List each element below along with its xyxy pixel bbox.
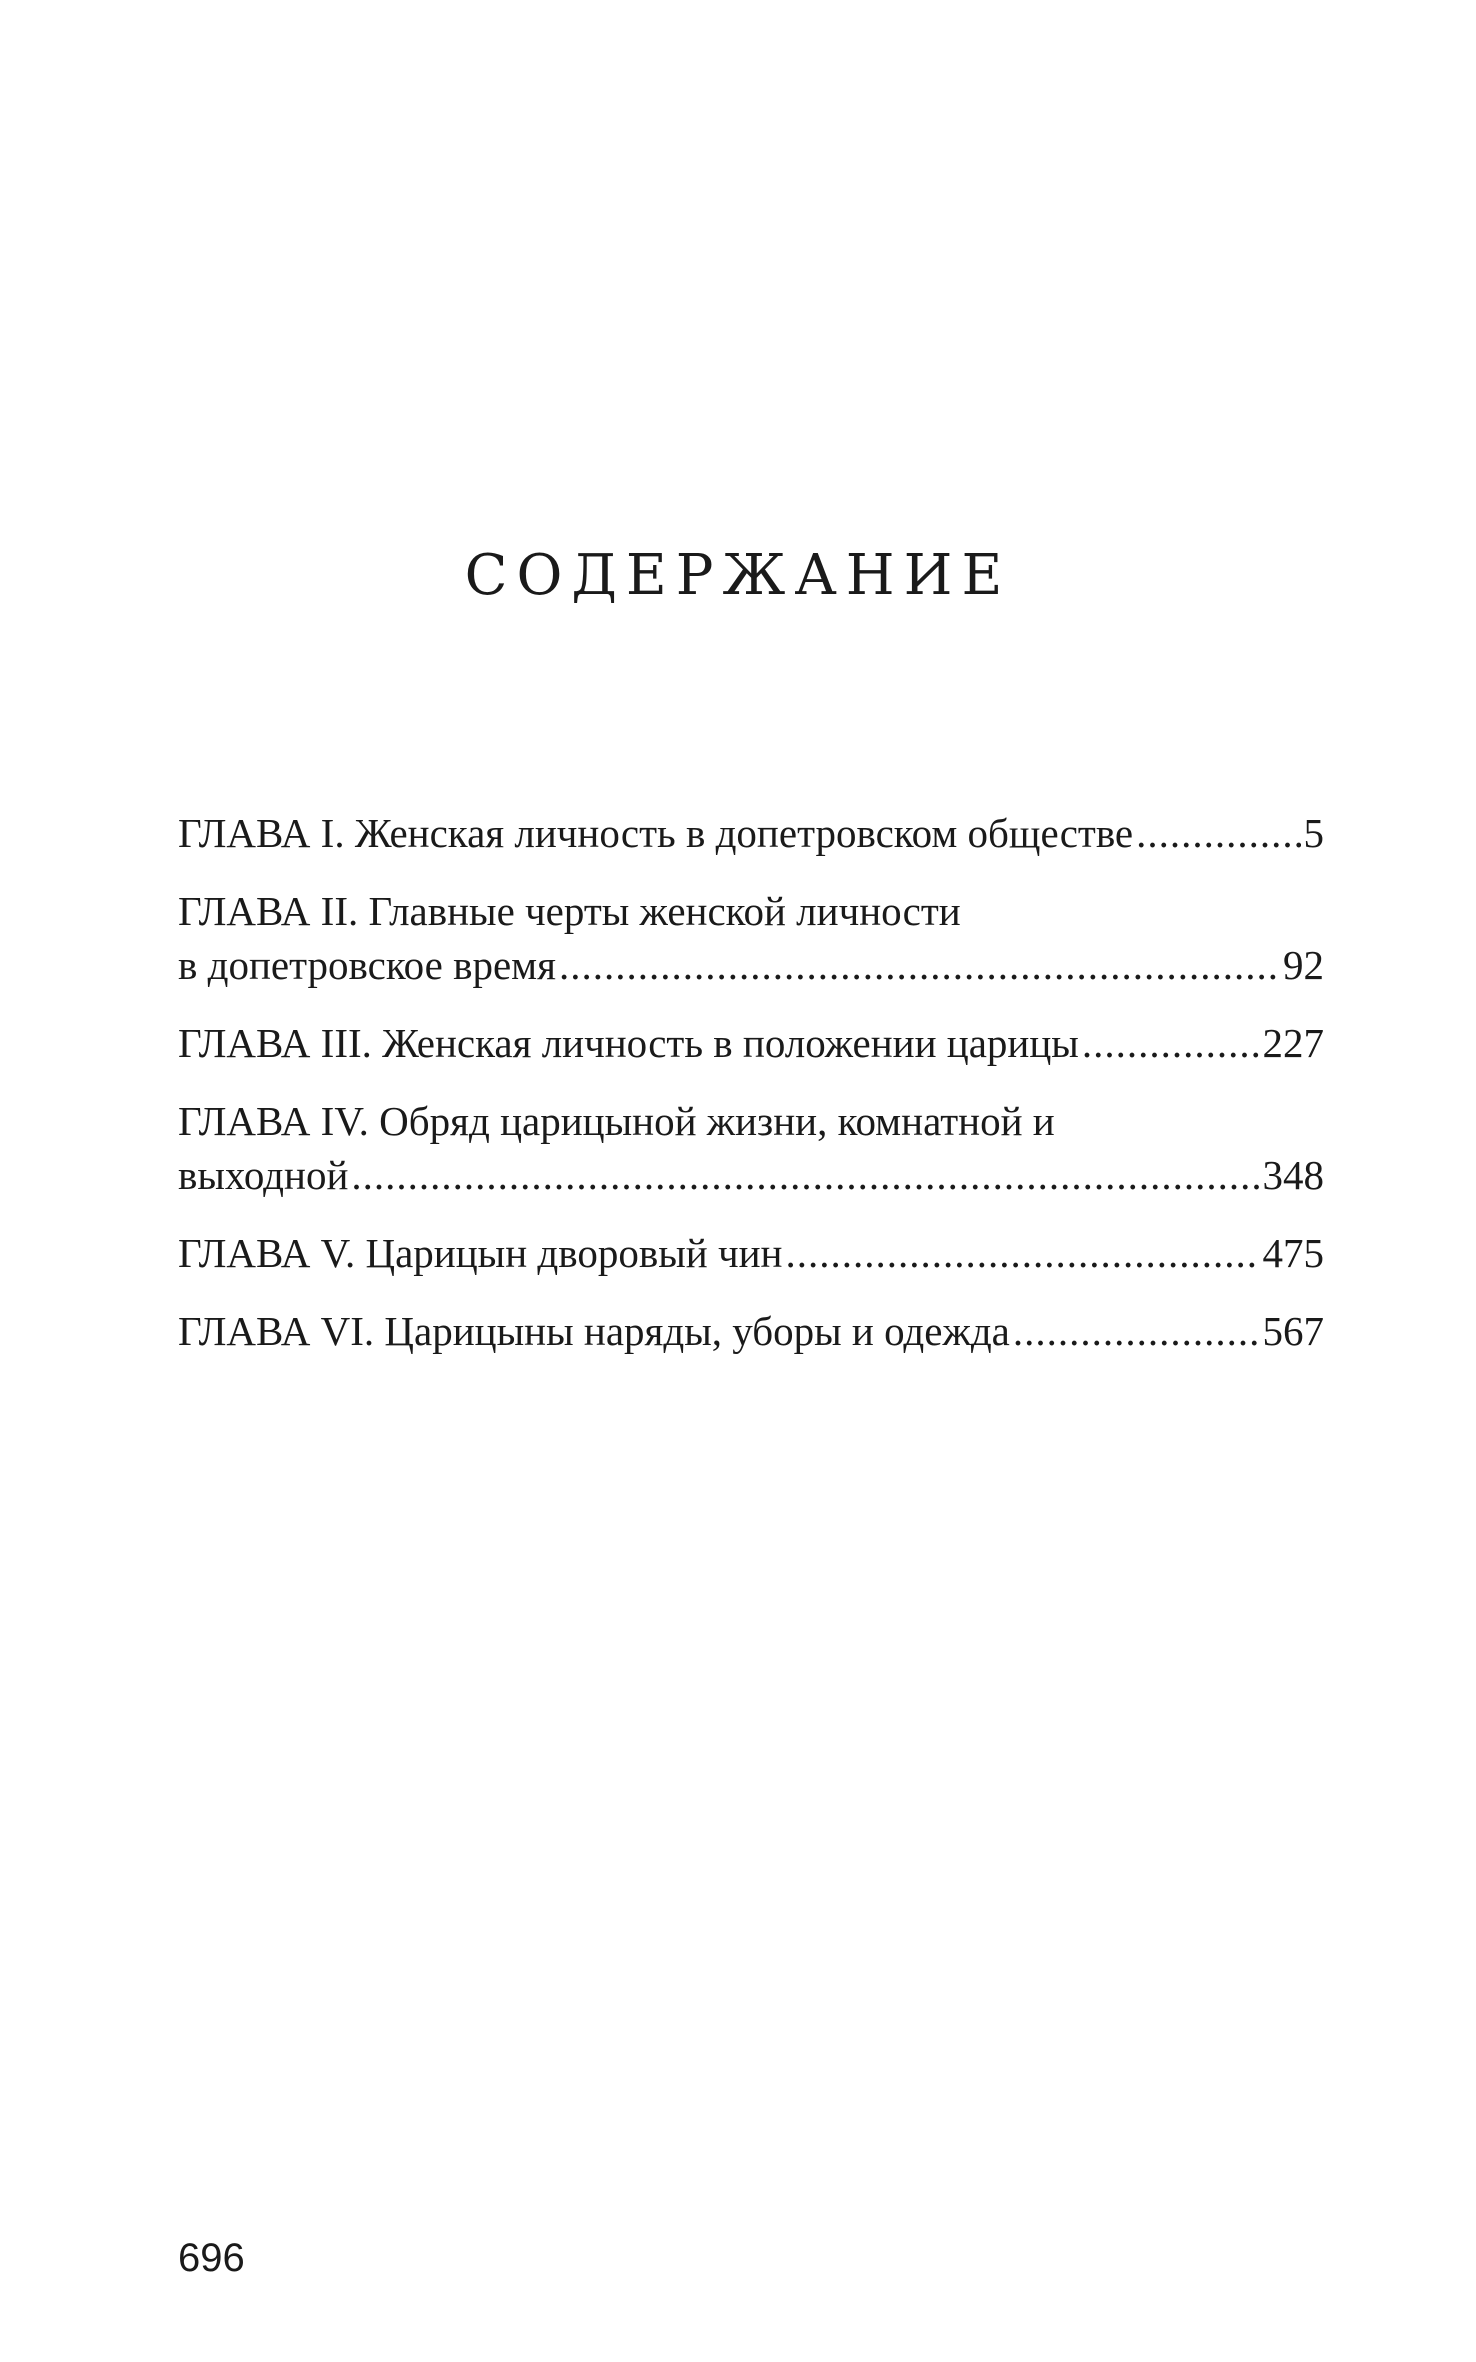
toc-line — [178, 1226, 1324, 1280]
toc-page-number: 567 — [1262, 1308, 1324, 1354]
toc-line — [178, 938, 1324, 992]
dot-leader — [785, 1226, 1259, 1280]
dot-leader — [1082, 1016, 1260, 1070]
toc-entry-2 — [178, 884, 1324, 992]
toc-entry-6 — [178, 1304, 1324, 1358]
toc-entry-title: ГЛАВА I. Женская личность в допетровском обществе — [178, 810, 1134, 856]
toc-heading: СОДЕРЖАНИЕ — [464, 543, 1012, 608]
toc-line — [178, 1148, 1324, 1202]
toc-line — [178, 1094, 1324, 1148]
dot-leader — [351, 1148, 1259, 1202]
toc-entry-title: ГЛАВА IV. Обряд царицыной жизни, комнатной и — [178, 1098, 1055, 1144]
toc-entry-title: ГЛАВА III. Женская личность в положении царицы — [178, 1020, 1079, 1066]
toc-page-number: 348 — [1262, 1152, 1324, 1198]
toc-entry-title: ГЛАВА V. Царицын дворовый чин — [178, 1230, 783, 1276]
toc-entry-5 — [178, 1226, 1324, 1280]
dot-leader — [1136, 806, 1300, 860]
toc-entry-title: ГЛАВА VI. Царицыны наряды, уборы и одежда — [178, 1308, 1010, 1354]
toc-entry-title-continued: выходной — [178, 1152, 349, 1198]
page-number: 696 — [178, 2236, 245, 2280]
toc-page-number: 5 — [1303, 810, 1324, 856]
toc-list — [178, 806, 1324, 1382]
toc-page-number: 475 — [1262, 1230, 1324, 1276]
toc-entry-1 — [178, 806, 1324, 860]
toc-page-number: 227 — [1262, 1020, 1324, 1066]
dot-leader — [1013, 1304, 1260, 1358]
dot-leader — [559, 938, 1280, 992]
toc-entry-title: ГЛАВА II. Главные черты женской личности — [178, 888, 961, 934]
toc-line — [178, 806, 1324, 860]
toc-entry-4 — [178, 1094, 1324, 1202]
toc-entry-3 — [178, 1016, 1324, 1070]
toc-page-number: 92 — [1283, 942, 1324, 988]
toc-line — [178, 1304, 1324, 1358]
toc-line — [178, 884, 1324, 938]
toc-line — [178, 1016, 1324, 1070]
toc-entry-title-continued: в допетровское время — [178, 942, 556, 988]
